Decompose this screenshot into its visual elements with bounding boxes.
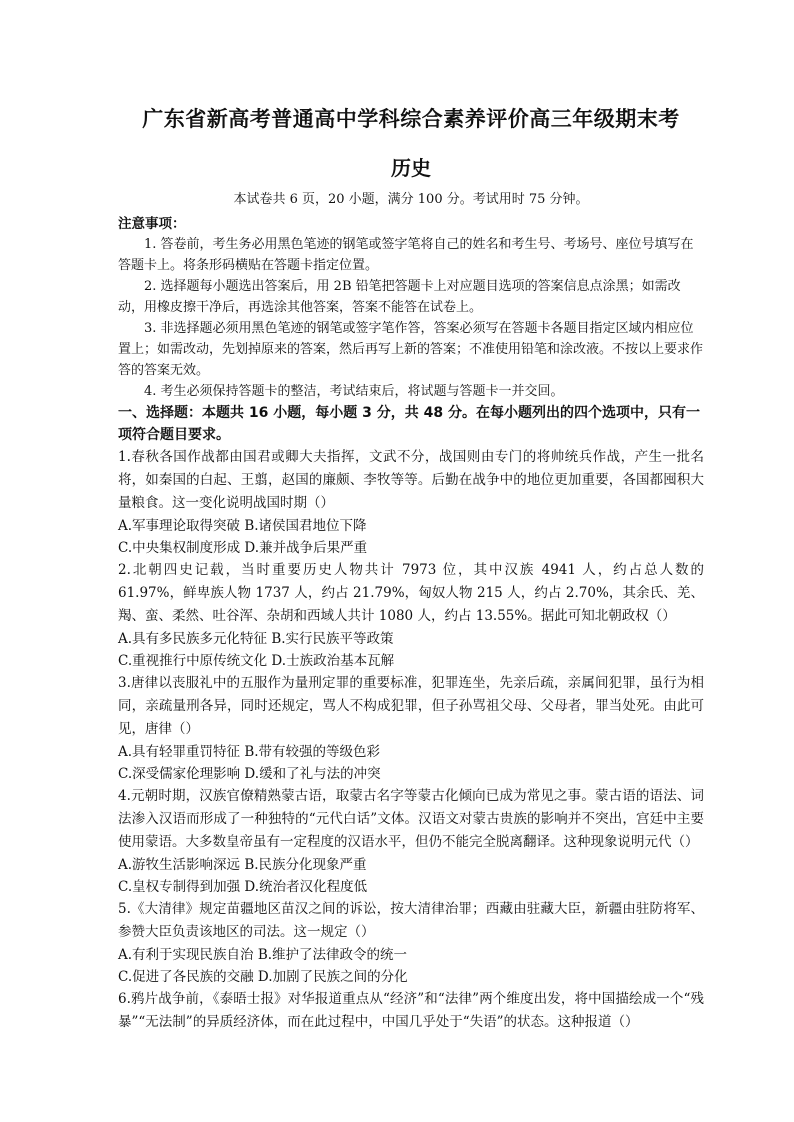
question-options: A.游牧生活影响深远 B.民族分化现象严重 xyxy=(118,857,367,873)
question-stem: 1.春秋各国作战都由国君或卿大夫指挥，文武不分，战国则由专门的将帅统兵作战，产生一批名将，如秦国的白起、王翦，赵国的廉颇、李牧等等。后勤在战争中的地位更加重要，各国都囤积大量粮食。这一变化说明战国时期（） xyxy=(118,449,704,511)
subject-title: 历史 xyxy=(391,156,431,180)
notice-item: 4. 考生必须保持答题卡的整洁，考试结束后，将试题与答题卡一并交回。 xyxy=(144,384,564,399)
question-options: C.皇权专制得到加强 D.统治者汉化程度低 xyxy=(118,879,368,895)
notice-heading: 注意事项： xyxy=(118,216,186,232)
section-heading: 一、选择题：本题共 16 小题，每小题 3 分，共 48 分。在每小题列出的四个选项中，只有一项符合题目要求。 xyxy=(118,405,700,443)
question-stem: 3.唐律以丧服礼中的五服作为量刑定罪的重要标准，犯罪连坐，先亲后疏，亲属间犯罪，虽行为相同，亲疏量刑各异，同时还规定，骂人不构成犯罪，但子孙骂祖父母、父母者，罪当处死。由此可见，唐律（） xyxy=(118,675,704,737)
question-options: A.具有多民族多元化特征 B.实行民族平等政策 xyxy=(118,631,394,647)
question-options: A.有利于实现民族自治 B.维护了法律政令的统一 xyxy=(118,947,408,963)
question-stem: 4.元朝时期，汉族官僚精熟蒙古语，取蒙古名字等蒙古化倾向已成为常见之事。蒙古语的语法、词法渗入汉语而形成了一种独特的“元代白话”文体。汉语文对蒙古贵族的影响并不突出，宫廷中主要使用蒙语。大多数皇帝虽有一定程度的汉语水平，但仍不能完全脱离翻译。这种现象说明元代（） xyxy=(118,788,704,850)
question-options: C.深受儒家伦理影响 D.缓和了礼与法的冲突 xyxy=(118,766,381,782)
notice-item: 2. 选择题每小题选出答案后，用 2B 铅笔把答题卡上对应题目选项的答案信息点涂黑；如需改动，用橡皮擦干净后，再选涂其他答案，答案不能答在试卷上。 xyxy=(118,279,681,315)
question-options: C.中央集权制度形成 D.兼并战争后果严重 xyxy=(118,540,368,556)
question-options: C.促进了各民族的交融 D.加剧了民族之间的分化 xyxy=(118,969,408,985)
question-options: C.重视推行中原传统文化 D.士族政治基本瓦解 xyxy=(118,653,395,669)
exam-intro: 本试卷共 6 页，20 小题，满分 100 分。考试用时 75 分钟。 xyxy=(233,192,589,207)
notice-item: 3. 非选择题必须用黑色笔迹的钢笔或签字笔作答，答案必须写在答题卡各题目指定区域内相应位置上；如需改动，先划掉原来的答案，然后再写上新的答案；不准使用铅笔和涂改液。不按以上要求作答的答案无效。 xyxy=(118,321,704,378)
question-stem: 5.《大清律》规定苗疆地区苗汉之间的诉讼，按大清律治罪；西藏由驻藏大臣，新疆由驻防将军、参赞大臣负责该地区的司法。这一规定（） xyxy=(118,901,704,940)
notice-item: 1. 答卷前，考生务必用黑色笔迹的钢笔或签字笔将自己的姓名和考生号、考场号、座位号填写在答题卡上。将条形码横贴在答题卡指定位置。 xyxy=(118,237,694,273)
question-options: A.具有轻罪重罚特征 B.带有较强的等级色彩 xyxy=(118,744,381,760)
question-options: A.军事理论取得突破 B.诸侯国君地位下降 xyxy=(118,518,367,534)
question-stem: 6.鸦片战争前，《泰晤士报》对华报道重点从“经济”和“法律”两个维度出发，将中国描绘成一个“残暴”“无法制”的异质经济体，而在此过程中，中国几乎处于“失语”的状态。这种报道（） xyxy=(118,991,704,1030)
question-stem: 2.北朝四史记载，当时重要历史人物共计 7973 位，其中汉族 4941 人，约占总人数的 61.97%，鲜卑族人物 1737 人，约占 21.79%，匈奴人物 215 人，约占 2.70%，其余氏、羌、羯、蛮、柔然、吐谷浑、杂胡和西域人共计 1080 人，约占 13.55%。据此可知北朝政权（） xyxy=(118,562,704,624)
exam-title: 广东省新高考普通高中学科综合素养评价高三年级期末考 xyxy=(142,107,680,131)
